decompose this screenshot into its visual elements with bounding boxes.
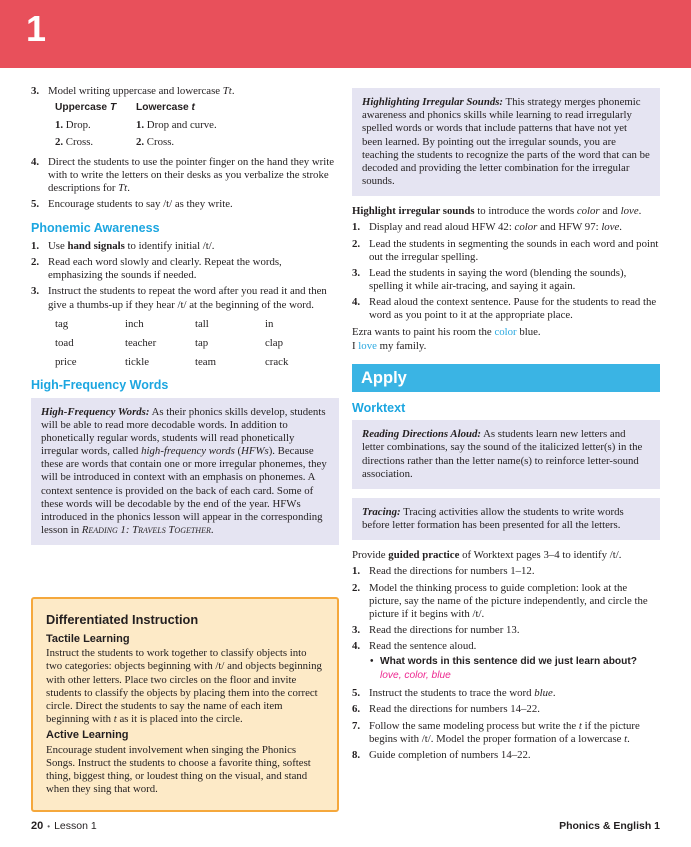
phonemic-step bbox=[31, 240, 339, 253]
writing-step-3 bbox=[31, 85, 339, 98]
tactile-learning-subheading: Tactile Learning bbox=[46, 632, 130, 645]
step-text bbox=[48, 240, 339, 253]
word-cell: clap bbox=[265, 336, 283, 349]
word-cell: crack bbox=[265, 356, 289, 369]
tactile-learning-body bbox=[46, 647, 324, 726]
text-segment: Highlight irregular sounds bbox=[352, 205, 475, 218]
word-list-table bbox=[55, 318, 339, 370]
active-learning-subheading: Active Learning bbox=[46, 729, 129, 742]
step-text bbox=[369, 582, 660, 622]
text-segment: Provide bbox=[352, 549, 389, 562]
step-number: 6. bbox=[352, 703, 361, 716]
stroke-cell bbox=[136, 136, 339, 149]
worktext-step bbox=[352, 640, 660, 684]
footer-separator: • bbox=[47, 821, 51, 831]
highlight-step bbox=[352, 267, 660, 293]
text-segment: blue. bbox=[516, 325, 541, 338]
text-segment: and bbox=[599, 205, 621, 218]
step-text bbox=[369, 687, 660, 700]
text-segment: . bbox=[638, 205, 642, 218]
text-segment: 2. bbox=[55, 135, 64, 148]
text-segment: I bbox=[352, 339, 359, 352]
stroke-cell bbox=[55, 119, 136, 132]
word-cell: toad bbox=[55, 336, 74, 349]
text-segment: Encourage student involvement when singing the Phonics Songs. Instruct the students to choose a favorite thing, softest thing, biggest thing, or loudest thing on the visual, and stand when they sing that word. bbox=[46, 743, 311, 796]
text-segment: Direct the students to use the pointer finger on the hand they write with to write the letters on their desks as you verbalize the stroke descriptions for bbox=[48, 155, 335, 195]
step-number: 3. bbox=[352, 266, 361, 279]
text-segment: . bbox=[627, 732, 630, 745]
text-segment: Instruct the students to repeat the word after you read it and then give a thumbs-up if they hear /t/ at the beginning of the word. bbox=[48, 285, 327, 311]
text-segment: love bbox=[601, 221, 620, 234]
guided-practice-intro bbox=[352, 549, 660, 562]
text-segment: blue bbox=[534, 687, 553, 700]
text-segment: t bbox=[624, 732, 628, 745]
apply-banner-label: Apply bbox=[361, 368, 407, 387]
text-segment: high-frequency words bbox=[141, 445, 235, 458]
text-segment: Read each word slowly and clearly. Repeat the words, emphasizing the sounds if needed. bbox=[48, 256, 282, 282]
step-number: 1. bbox=[352, 221, 361, 234]
highlight-irregular-sounds-intro bbox=[352, 205, 660, 218]
text-segment: . bbox=[552, 687, 556, 700]
text-segment: Lowercase bbox=[136, 102, 192, 114]
lesson-number: 1 bbox=[26, 8, 48, 49]
differentiated-instruction-title: Differentiated Instruction bbox=[46, 612, 199, 628]
worktext-step bbox=[352, 720, 660, 746]
text-segment: Tt bbox=[222, 85, 232, 97]
text-segment: Follow the same modeling process but write the bbox=[369, 719, 579, 732]
phonemic-step bbox=[31, 256, 339, 282]
step-number: 2. bbox=[352, 581, 361, 594]
tracing-strategy-box bbox=[352, 498, 660, 540]
text-segment: . bbox=[231, 85, 235, 97]
step-text bbox=[369, 624, 660, 637]
text-segment: This strategy merges phonemic awareness and phonics skills while learning to read irregularly spelled words or words that include patterns that have not yet been learned. By pointing out the irregular sounds, you are teaching the students to recognize the parts of the word that can be decoded and providing the letter combination for the irregular sounds. bbox=[362, 96, 650, 188]
step-text bbox=[48, 285, 339, 311]
text-segment: Model writing uppercase and lowercase bbox=[48, 85, 223, 97]
word-cell: tall bbox=[195, 317, 209, 330]
stroke-col-header-uppercase bbox=[55, 102, 136, 114]
step-number: 3. bbox=[31, 285, 40, 298]
text-segment: color bbox=[494, 325, 517, 338]
text-segment: Read the directions for numbers 1–12. bbox=[369, 565, 535, 578]
text-segment: of Worktext pages 3–4 to identify /t/. bbox=[459, 549, 622, 562]
text-segment: Cross. bbox=[144, 135, 175, 148]
reading-directions-aloud-strategy-box bbox=[352, 420, 660, 489]
text-segment: . bbox=[210, 524, 214, 537]
text-segment: color bbox=[514, 221, 538, 234]
text-segment: Cross. bbox=[63, 135, 94, 148]
step-number: 4. bbox=[352, 296, 361, 309]
text-segment: HFWs bbox=[241, 445, 269, 458]
stroke-description-table bbox=[55, 102, 339, 149]
step-text bbox=[369, 703, 660, 716]
text-segment: What words in this sentence did we just learn about? bbox=[380, 656, 637, 668]
text-segment: ( bbox=[234, 445, 242, 458]
text-segment: Tracing activities allow the students to write words before letter formation has been presented for all the letters. bbox=[362, 505, 624, 532]
worktext-step bbox=[352, 687, 660, 700]
worktext-step bbox=[352, 582, 660, 622]
step-text bbox=[369, 221, 660, 234]
step-number: 5. bbox=[352, 687, 361, 700]
step-number: 4. bbox=[31, 155, 40, 168]
page-content bbox=[0, 68, 691, 812]
highlight-step bbox=[352, 238, 660, 264]
text-segment: Model the thinking process to guide completion: look at the picture, say the name of the picture independently, and circle the picture if it begins with /t/. bbox=[369, 581, 648, 620]
worktext-step bbox=[352, 624, 660, 637]
step-text bbox=[369, 267, 660, 293]
word-cell: inch bbox=[125, 317, 144, 330]
step-text bbox=[369, 238, 660, 264]
step-text bbox=[48, 156, 339, 196]
text-segment: T bbox=[109, 102, 117, 114]
text-segment: Reading 1: Travels Together bbox=[81, 524, 211, 537]
text-segment: 2. bbox=[136, 135, 145, 148]
text-segment: Reading Directions Aloud: bbox=[362, 428, 481, 441]
text-segment: Lead the students in segmenting the sounds in each word and point out the irregular spelling. bbox=[369, 237, 659, 263]
high-frequency-words-heading: High-Frequency Words bbox=[31, 378, 169, 393]
worktext-step bbox=[352, 703, 660, 716]
step-text bbox=[369, 720, 660, 746]
text-segment: . bbox=[619, 221, 622, 234]
word-cell: tap bbox=[195, 336, 209, 349]
text-segment: hand signals bbox=[67, 239, 125, 252]
step-text bbox=[369, 749, 660, 762]
footer-book-title: Phonics & English 1 bbox=[559, 819, 660, 832]
step-text bbox=[369, 296, 660, 322]
step-text bbox=[369, 640, 660, 684]
text-segment: color bbox=[576, 205, 600, 218]
text-segment: Read the sentence aloud. bbox=[369, 640, 477, 653]
worktext-heading: Worktext bbox=[352, 400, 406, 415]
highlight-step bbox=[352, 296, 660, 322]
word-cell: teacher bbox=[125, 336, 157, 349]
step-text bbox=[369, 565, 660, 578]
text-segment: if the picture begins with /t/. Model the proper formation of a lowercase bbox=[369, 719, 640, 745]
text-segment: my family. bbox=[376, 339, 427, 352]
text-segment: Drop. bbox=[63, 118, 91, 131]
discussion-question-text bbox=[380, 655, 660, 682]
step-number: 1. bbox=[352, 565, 361, 578]
text-segment: Encourage students to say /t/ as they write. bbox=[48, 198, 233, 211]
step-number: 4. bbox=[352, 640, 361, 653]
text-segment: Instruct the students to trace the word bbox=[369, 687, 535, 700]
step-number: 5. bbox=[31, 198, 40, 211]
text-segment: t bbox=[578, 719, 582, 732]
text-segment: Read aloud the context sentence. Pause for the students to read the word as you point to it at the appropriate place. bbox=[369, 296, 657, 322]
text-segment: Highlighting Irregular Sounds: bbox=[362, 96, 504, 108]
apply-section-banner bbox=[352, 364, 660, 392]
text-segment: Read the directions for number 13. bbox=[369, 624, 520, 637]
text-segment: Tracing: bbox=[362, 505, 401, 518]
text-segment: t bbox=[191, 102, 195, 114]
writing-step-4 bbox=[31, 156, 339, 196]
page-number: 20 bbox=[31, 819, 44, 832]
context-sentence-color bbox=[352, 326, 660, 339]
text-segment: Drop and curve. bbox=[144, 118, 217, 131]
step-number: 2. bbox=[352, 237, 361, 250]
text-segment: and HFW 97: bbox=[537, 221, 602, 234]
text-segment: Ezra wants to paint his room the bbox=[352, 325, 495, 338]
text-segment: to introduce the words bbox=[474, 205, 577, 218]
text-segment: as it is placed into the circle. bbox=[116, 713, 243, 726]
step-text bbox=[48, 85, 339, 98]
text-segment: Uppercase bbox=[55, 102, 110, 114]
worktext-step bbox=[352, 565, 660, 578]
active-learning-body bbox=[46, 744, 324, 797]
bullet-icon: • bbox=[370, 656, 374, 668]
differentiated-instruction-box bbox=[31, 597, 339, 812]
text-segment: to identify initial /t/. bbox=[124, 239, 215, 252]
text-segment: Instruct the students to work together to classify objects into two categories: objects beginning with /t/ and objects beginning with other letters. Place two circles on the floor and invite students to classify the objects by placing them into the correct circle. Direct the students to say the name of each item beginning with bbox=[46, 647, 322, 726]
step-number: 8. bbox=[352, 748, 361, 761]
text-segment: Tt bbox=[118, 182, 128, 195]
page-footer bbox=[31, 820, 660, 833]
step-number: 3. bbox=[31, 85, 40, 97]
text-segment: Read the directions for numbers 14–22. bbox=[369, 703, 540, 716]
discussion-question bbox=[370, 655, 660, 682]
left-column bbox=[31, 85, 339, 812]
stroke-cell bbox=[136, 119, 339, 132]
text-segment: Lead the students in saying the word (blending the sounds), spelling it while air-tracing, and saying it again. bbox=[369, 266, 627, 293]
context-sentence-love bbox=[352, 340, 660, 353]
text-segment: Guide completion of numbers 14–22. bbox=[369, 748, 531, 761]
step-text bbox=[48, 198, 339, 211]
word-cell: tickle bbox=[125, 356, 149, 369]
text-segment: As their phonics skills develop, students will be able to read more decodable words. In addition to phonetically regular words, students will read phonetically irregular words, called bbox=[41, 405, 326, 458]
text-segment: 1. bbox=[55, 118, 64, 131]
text-segment: . bbox=[127, 182, 130, 195]
step-text bbox=[48, 256, 339, 282]
text-segment: Use bbox=[48, 239, 68, 252]
text-segment: Display and read aloud HFW 42: bbox=[369, 221, 515, 234]
highlight-step bbox=[352, 221, 660, 234]
high-frequency-words-strategy-box bbox=[31, 398, 339, 546]
phonemic-awareness-heading: Phonemic Awareness bbox=[31, 220, 160, 235]
text-segment: t bbox=[113, 713, 117, 726]
footer-left bbox=[31, 820, 97, 833]
lesson-header-band bbox=[0, 0, 691, 68]
footer-lesson-label: Lesson 1 bbox=[54, 819, 97, 832]
step-number: 7. bbox=[352, 719, 361, 732]
step-text-line bbox=[369, 640, 660, 653]
step-number: 3. bbox=[352, 624, 361, 637]
word-cell: in bbox=[265, 317, 274, 330]
text-segment: 1. bbox=[136, 118, 145, 131]
word-cell: tag bbox=[55, 317, 69, 330]
phonemic-step bbox=[31, 285, 339, 311]
step-number: 2. bbox=[31, 256, 40, 269]
word-cell: price bbox=[55, 356, 77, 369]
stroke-cell bbox=[55, 136, 136, 149]
step-number: 1. bbox=[31, 239, 40, 252]
text-segment: love, color, blue bbox=[380, 669, 451, 681]
text-segment: love bbox=[358, 339, 377, 352]
right-column bbox=[352, 85, 660, 812]
text-segment: love bbox=[620, 205, 639, 218]
writing-step-5 bbox=[31, 198, 339, 211]
stroke-col-header-lowercase bbox=[136, 102, 339, 114]
word-cell: team bbox=[195, 356, 216, 369]
text-segment: As students learn new letters and letter combinations, say the sound of the italicized letter(s) in the directions rather than the letter name(s) to reinforce letter-sound association. bbox=[362, 428, 643, 480]
text-segment: ). Because these are words that contain one or more irregular phonemes, they will be introduced in context with an emphasis on phonemes. A context sentence is provided on the back of each card. Some of these words will be decodable by the end of the year. HFWs introduced in the phonics lesson will appear in the corresponding lesson in bbox=[41, 445, 327, 537]
worktext-step bbox=[352, 749, 660, 762]
text-segment: High-Frequency Words: bbox=[41, 405, 150, 418]
highlighting-irregular-sounds-strategy-box bbox=[352, 88, 660, 196]
text-segment: guided practice bbox=[388, 549, 460, 562]
